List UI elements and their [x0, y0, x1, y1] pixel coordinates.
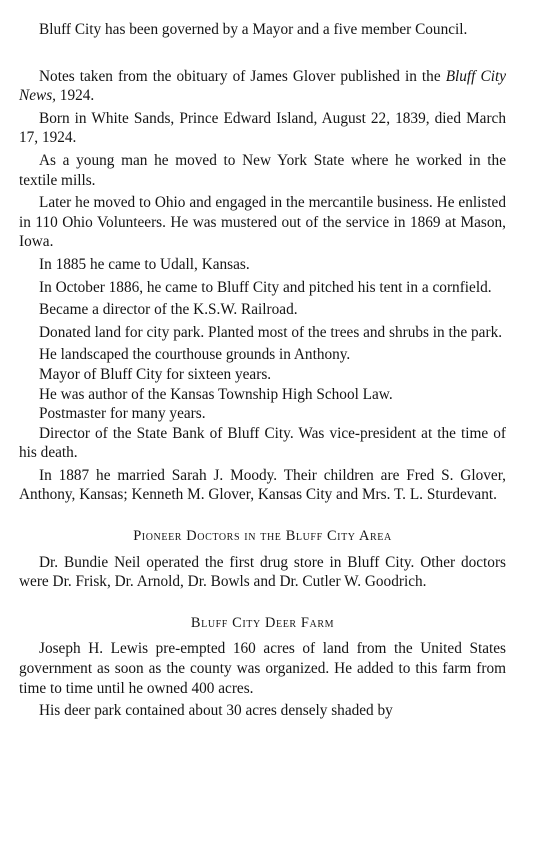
- doctors-paragraph: Dr. Bundie Neil operated the first drug store in Bluff City. Other doctors were Dr. Frisk, Dr. Arnold, Dr. Bowls and Dr. Cutler W. Goodrich.: [19, 553, 506, 591]
- obituary-intro-suffix: 1924.: [55, 87, 95, 105]
- obituary-courthouse: He landscaped the courthouse grounds in Anthony.: [39, 346, 351, 364]
- newspaper-title: Bluff City News,: [19, 67, 506, 105]
- obituary-family: In 1887 he married Sarah J. Moody. Their children are Fred S. Glover, Anthony, Kansas; Kenneth M. Glover, Kansas City and Mrs. T. L. Sturdevant.: [19, 466, 506, 504]
- obituary-law: He was author of the Kansas Township High School Law.: [39, 385, 393, 403]
- obituary-ohio: Later he moved to Ohio and engaged in the mercantile business. He enlisted in 110 Ohio Volunteers. He was mustered out of the service in 1869 at Mason, Iowa.: [19, 194, 506, 251]
- section-heading-deer-farm: Bluff City Deer Farm: [190, 614, 335, 631]
- obituary-intro-prefix: Notes taken from the obituary of James Glover published in the: [39, 67, 446, 85]
- obituary-udall: In 1885 he came to Udall, Kansas.: [39, 255, 250, 273]
- deer-farm-paragraph: Joseph H. Lewis pre-empted 160 acres of land from the United States government as soon as the county was organized. He added to this farm from time to time until he owned 400 acres.: [19, 640, 506, 697]
- obituary-new-york: As a young man he moved to New York State where he worked in the textile mills.: [19, 151, 506, 189]
- obituary-railroad: Became a director of the K.S.W. Railroad.: [39, 301, 298, 319]
- obituary-intro: [19, 67, 506, 106]
- council-paragraph: Bluff City has been governed by a Mayor and a five member Council.: [39, 21, 468, 38]
- obituary-bank: Director of the State Bank of Bluff City. Was vice-president at the time of his death.: [19, 424, 506, 462]
- obituary-bluff-city: In October 1886, he came to Bluff City and pitched his tent in a cornfield.: [39, 278, 492, 296]
- section-heading-doctors: Pioneer Doctors in the Bluff City Area: [133, 528, 392, 545]
- obituary-birth: Born in White Sands, Prince Edward Island, August 22, 1839, died March 17, 1924.: [19, 109, 506, 147]
- obituary-park: Donated land for city park. Planted most of the trees and shrubs in the park.: [39, 323, 503, 341]
- deer-park-paragraph: His deer park contained about 30 acres densely shaded by: [39, 702, 393, 720]
- paragraph-gap: [19, 43, 506, 67]
- obituary-mayor: Mayor of Bluff City for sixteen years.: [39, 365, 272, 383]
- obituary-postmaster: Postmaster for many years.: [39, 405, 206, 423]
